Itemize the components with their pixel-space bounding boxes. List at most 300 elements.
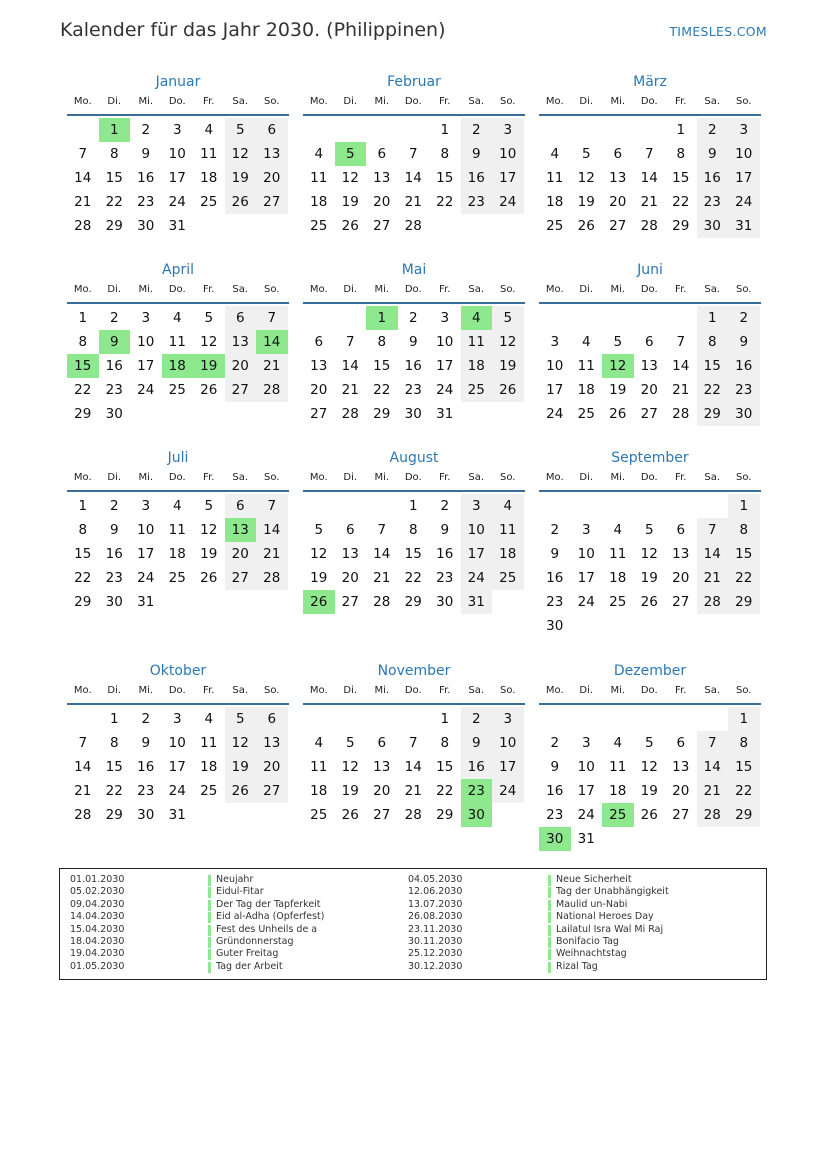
weekday-header xyxy=(539,685,761,701)
month-name: September xyxy=(611,450,689,466)
day-cell: 20 xyxy=(256,755,288,779)
weekday-label: Mi. xyxy=(138,284,154,295)
day-cell: 23 xyxy=(105,570,123,586)
day-cell: 24 xyxy=(577,594,595,610)
day-cell: 16 xyxy=(697,166,729,190)
holiday-marker xyxy=(548,887,551,898)
day-cell: 1 xyxy=(408,498,418,514)
day-cell: 12 xyxy=(310,546,328,562)
weekday-label: Mi. xyxy=(374,685,390,696)
day-cell: 28 xyxy=(672,406,690,422)
day-cell: 30 xyxy=(404,406,422,422)
day-cell: 22 xyxy=(697,378,729,402)
day-cell: 7 xyxy=(697,518,729,542)
weekday-label: Di. xyxy=(343,685,358,696)
weekday-label: Di. xyxy=(107,472,122,483)
day-cell: 28 xyxy=(74,807,92,823)
month-divider xyxy=(303,302,525,304)
weekday-header xyxy=(303,685,525,701)
weekday-label: Sa. xyxy=(468,472,485,483)
day-cell: 7 xyxy=(78,735,88,751)
month-divider xyxy=(539,114,761,116)
day-cell: 26 xyxy=(341,218,359,234)
day-cell: 10 xyxy=(492,731,524,755)
day-cell: 8 xyxy=(728,731,760,755)
weekday-label: Do. xyxy=(640,284,658,295)
day-cell: 10 xyxy=(577,546,595,562)
day-cell: 9 xyxy=(697,142,729,166)
day-cell: 3 xyxy=(581,522,591,538)
day-cell: 2 xyxy=(461,118,493,142)
holiday-marker xyxy=(208,875,211,886)
day-cell: 7 xyxy=(644,146,654,162)
day-cell: 11 xyxy=(310,759,328,775)
day-cell: 6 xyxy=(256,118,288,142)
weekday-label: Mo. xyxy=(73,284,92,295)
day-cell: 2 xyxy=(461,707,493,731)
day-cell: 8 xyxy=(408,522,418,538)
day-cell: 10 xyxy=(137,334,155,350)
day-cell: 26 xyxy=(492,378,524,402)
weekday-header xyxy=(67,284,289,300)
day-cell: 7 xyxy=(408,146,418,162)
day-cell: 15 xyxy=(105,170,123,186)
day-cell: 5 xyxy=(204,498,214,514)
weekday-label: Di. xyxy=(579,685,594,696)
holiday-marker xyxy=(548,937,551,948)
holiday-list xyxy=(59,868,767,980)
day-cell: 4 xyxy=(204,122,214,138)
day-cell: 5 xyxy=(644,522,654,538)
day-cell: 8 xyxy=(728,518,760,542)
day-cell: 16 xyxy=(137,759,155,775)
weekday-label: So. xyxy=(500,472,516,483)
day-cell: 22 xyxy=(404,570,422,586)
day-cell: 30 xyxy=(137,807,155,823)
holiday-day-cell: 26 xyxy=(303,590,335,614)
day-cell: 23 xyxy=(546,807,564,823)
day-cell: 1 xyxy=(676,122,686,138)
day-cell: 11 xyxy=(168,334,186,350)
day-cell: 4 xyxy=(550,146,560,162)
weekday-label: So. xyxy=(736,284,752,295)
holiday-date: 18.04.2030 xyxy=(70,936,125,947)
holiday-day-cell: 15 xyxy=(67,354,99,378)
holiday-day-cell: 1 xyxy=(366,306,398,330)
day-cell: 11 xyxy=(546,170,564,186)
holiday-marker xyxy=(208,900,211,911)
day-cell: 11 xyxy=(492,518,524,542)
day-cell: 25 xyxy=(577,406,595,422)
weekday-label: Mi. xyxy=(138,96,154,107)
day-cell: 5 xyxy=(225,707,257,731)
day-cell: 3 xyxy=(172,711,182,727)
day-cell: 29 xyxy=(697,402,729,426)
weekday-label: So. xyxy=(500,685,516,696)
weekday-header xyxy=(67,472,289,488)
day-cell: 27 xyxy=(373,807,391,823)
day-cell: 27 xyxy=(225,378,257,402)
weekday-label: Di. xyxy=(579,284,594,295)
weekday-label: Di. xyxy=(107,284,122,295)
day-cell: 27 xyxy=(341,594,359,610)
day-cell: 4 xyxy=(581,334,591,350)
day-cell: 11 xyxy=(200,146,218,162)
day-cell: 31 xyxy=(137,594,155,610)
day-cell: 19 xyxy=(310,570,328,586)
holiday-date: 30.12.2030 xyxy=(408,960,463,972)
day-cell: 17 xyxy=(168,170,186,186)
day-cell: 21 xyxy=(697,779,729,803)
month-name: August xyxy=(389,450,439,466)
weekday-label: Do. xyxy=(404,284,422,295)
day-cell: 20 xyxy=(310,382,328,398)
day-cell: 25 xyxy=(200,194,218,210)
day-cell: 20 xyxy=(341,570,359,586)
weekday-label: Sa. xyxy=(704,685,721,696)
weekday-label: Mo. xyxy=(545,472,564,483)
day-cell: 14 xyxy=(74,759,92,775)
day-cell: 10 xyxy=(436,334,454,350)
day-cell: 25 xyxy=(492,566,524,590)
day-cell: 6 xyxy=(676,522,686,538)
day-cell: 9 xyxy=(440,522,450,538)
day-cell: 24 xyxy=(492,190,524,214)
day-cell: 10 xyxy=(577,759,595,775)
day-cell: 27 xyxy=(256,190,288,214)
holiday-name: Fest des Unheils de a xyxy=(216,923,318,935)
holiday-day-cell: 13 xyxy=(225,518,257,542)
day-cell: 20 xyxy=(373,194,391,210)
holiday-date: 12.06.2030 xyxy=(408,886,463,898)
day-cell: 7 xyxy=(256,494,288,518)
day-cell: 22 xyxy=(74,570,92,586)
weekday-label: Do. xyxy=(640,685,658,696)
weekday-label: Mo. xyxy=(545,96,564,107)
holiday-marker xyxy=(208,887,211,898)
day-cell: 21 xyxy=(373,570,391,586)
weekday-label: So. xyxy=(264,685,280,696)
day-cell: 29 xyxy=(728,590,760,614)
day-cell: 10 xyxy=(168,146,186,162)
day-cell: 12 xyxy=(577,170,595,186)
weekday-label: Mo. xyxy=(309,472,328,483)
day-cell: 6 xyxy=(345,522,355,538)
day-cell: 22 xyxy=(672,194,690,210)
day-cell: 27 xyxy=(373,218,391,234)
day-cell: 29 xyxy=(404,594,422,610)
day-cell: 3 xyxy=(728,118,760,142)
weekday-label: Sa. xyxy=(468,96,485,107)
month-divider xyxy=(303,703,525,705)
day-cell: 30 xyxy=(137,218,155,234)
day-cell: 18 xyxy=(461,354,493,378)
holiday-name: National Heroes Day xyxy=(556,911,654,923)
day-cell: 15 xyxy=(728,755,760,779)
holiday-marker xyxy=(548,949,551,960)
day-cell: 4 xyxy=(492,494,524,518)
weekday-label: Fr. xyxy=(203,284,215,295)
day-cell: 19 xyxy=(492,354,524,378)
day-cell: 21 xyxy=(256,542,288,566)
day-cell: 24 xyxy=(492,779,524,803)
weekday-label: Fr. xyxy=(203,685,215,696)
day-cell: 9 xyxy=(461,731,493,755)
weekday-label: Sa. xyxy=(232,472,249,483)
holiday-name: Maulid un-Nabi xyxy=(556,898,628,910)
day-cell: 30 xyxy=(105,406,123,422)
day-cell: 12 xyxy=(200,334,218,350)
day-cell: 1 xyxy=(78,498,88,514)
month-name: Juli xyxy=(167,450,189,466)
holiday-date: 04.05.2030 xyxy=(408,874,463,885)
holiday-marker xyxy=(208,912,211,923)
holiday-day-cell: 12 xyxy=(602,354,634,378)
day-cell: 10 xyxy=(461,518,493,542)
month-name: Februar xyxy=(387,74,441,90)
day-cell: 8 xyxy=(440,735,450,751)
day-cell: 26 xyxy=(640,807,658,823)
holiday-marker xyxy=(548,962,551,973)
day-cell: 20 xyxy=(672,570,690,586)
holiday-day-cell: 9 xyxy=(99,330,131,354)
day-cell: 25 xyxy=(168,382,186,398)
month-divider xyxy=(539,302,761,304)
day-cell: 2 xyxy=(141,711,151,727)
day-cell: 30 xyxy=(105,594,123,610)
day-cell: 29 xyxy=(728,803,760,827)
day-cell: 31 xyxy=(168,807,186,823)
day-cell: 24 xyxy=(168,194,186,210)
day-cell: 6 xyxy=(676,735,686,751)
weekday-label: Mi. xyxy=(374,96,390,107)
day-cell: 13 xyxy=(672,546,690,562)
day-cell: 24 xyxy=(168,783,186,799)
day-cell: 3 xyxy=(440,310,450,326)
day-cell: 22 xyxy=(436,783,454,799)
weekday-header xyxy=(67,96,289,112)
day-cell: 3 xyxy=(461,494,493,518)
day-cell: 6 xyxy=(613,146,623,162)
weekday-label: Fr. xyxy=(675,284,687,295)
day-cell: 10 xyxy=(728,142,760,166)
day-cell: 17 xyxy=(461,542,493,566)
holiday-date: 14.04.2030 xyxy=(70,911,125,923)
day-cell: 24 xyxy=(577,807,595,823)
day-cell: 16 xyxy=(546,570,564,586)
day-cell: 14 xyxy=(256,518,288,542)
month-divider xyxy=(539,490,761,492)
day-cell: 19 xyxy=(200,546,218,562)
holiday-day-cell: 1 xyxy=(99,118,131,142)
weekday-label: Fr. xyxy=(439,472,451,483)
day-cell: 27 xyxy=(256,779,288,803)
weekday-label: Mo. xyxy=(309,96,328,107)
day-cell: 2 xyxy=(408,310,418,326)
day-cell: 13 xyxy=(609,170,627,186)
day-cell: 15 xyxy=(728,542,760,566)
day-cell: 3 xyxy=(581,735,591,751)
day-cell: 15 xyxy=(436,759,454,775)
holiday-name: Neujahr xyxy=(216,874,254,885)
day-cell: 14 xyxy=(672,358,690,374)
day-cell: 24 xyxy=(546,406,564,422)
day-cell: 9 xyxy=(550,759,560,775)
holiday-name: Rizal Tag xyxy=(556,960,598,972)
weekday-label: Di. xyxy=(343,96,358,107)
day-cell: 28 xyxy=(74,218,92,234)
weekday-label: Mi. xyxy=(138,685,154,696)
day-cell: 7 xyxy=(408,735,418,751)
day-cell: 3 xyxy=(141,310,151,326)
day-cell: 5 xyxy=(345,735,355,751)
weekday-label: Do. xyxy=(404,96,422,107)
day-cell: 7 xyxy=(697,731,729,755)
day-cell: 12 xyxy=(640,759,658,775)
month-name: Mai xyxy=(401,262,427,278)
day-cell: 23 xyxy=(461,190,493,214)
day-cell: 17 xyxy=(137,358,155,374)
weekday-header xyxy=(303,284,525,300)
weekday-label: So. xyxy=(500,96,516,107)
day-cell: 23 xyxy=(105,382,123,398)
holiday-day-cell: 18 xyxy=(162,354,194,378)
day-cell: 13 xyxy=(341,546,359,562)
day-cell: 10 xyxy=(168,735,186,751)
day-cell: 20 xyxy=(256,166,288,190)
holiday-day-cell: 19 xyxy=(193,354,225,378)
day-cell: 30 xyxy=(728,402,760,426)
day-cell: 21 xyxy=(256,354,288,378)
day-cell: 26 xyxy=(200,382,218,398)
weekday-label: So. xyxy=(500,284,516,295)
day-cell: 7 xyxy=(78,146,88,162)
day-cell: 11 xyxy=(609,759,627,775)
weekday-label: Fr. xyxy=(675,96,687,107)
holiday-name: Weihnachtstag xyxy=(556,948,627,960)
weekday-label: Mi. xyxy=(610,472,626,483)
day-cell: 29 xyxy=(74,406,92,422)
day-cell: 31 xyxy=(436,406,454,422)
day-cell: 14 xyxy=(373,546,391,562)
weekday-label: Sa. xyxy=(704,284,721,295)
day-cell: 9 xyxy=(461,142,493,166)
weekday-label: Fr. xyxy=(675,472,687,483)
day-cell: 12 xyxy=(225,142,257,166)
day-cell: 13 xyxy=(672,759,690,775)
day-cell: 15 xyxy=(74,546,92,562)
day-cell: 6 xyxy=(225,494,257,518)
day-cell: 9 xyxy=(141,735,151,751)
day-cell: 2 xyxy=(550,522,560,538)
weekday-label: Mo. xyxy=(309,284,328,295)
day-cell: 12 xyxy=(225,731,257,755)
holiday-day-cell: 30 xyxy=(461,803,493,827)
weekday-label: Mo. xyxy=(545,284,564,295)
weekday-label: Sa. xyxy=(232,96,249,107)
day-cell: 11 xyxy=(200,735,218,751)
holiday-marker xyxy=(548,912,551,923)
weekday-header xyxy=(303,472,525,488)
holiday-date: 26.08.2030 xyxy=(408,911,463,923)
day-cell: 7 xyxy=(256,306,288,330)
day-cell: 12 xyxy=(640,546,658,562)
month-divider xyxy=(67,114,289,116)
day-cell: 19 xyxy=(640,570,658,586)
day-cell: 3 xyxy=(550,334,560,350)
day-cell: 25 xyxy=(546,218,564,234)
day-cell: 13 xyxy=(310,358,328,374)
day-cell: 17 xyxy=(546,382,564,398)
day-cell: 24 xyxy=(137,382,155,398)
month-name: Oktober xyxy=(149,663,207,679)
day-cell: 31 xyxy=(577,831,595,847)
month-divider xyxy=(67,703,289,705)
day-cell: 9 xyxy=(408,334,418,350)
weekday-label: Sa. xyxy=(232,685,249,696)
day-cell: 21 xyxy=(697,566,729,590)
holiday-marker xyxy=(208,949,211,960)
month-name: März xyxy=(633,74,667,90)
day-cell: 1 xyxy=(109,711,119,727)
weekday-label: Sa. xyxy=(704,472,721,483)
day-cell: 29 xyxy=(373,406,391,422)
day-cell: 24 xyxy=(436,382,454,398)
day-cell: 29 xyxy=(436,807,454,823)
day-cell: 13 xyxy=(373,170,391,186)
day-cell: 25 xyxy=(609,594,627,610)
day-cell: 18 xyxy=(609,783,627,799)
day-cell: 17 xyxy=(137,546,155,562)
day-cell: 19 xyxy=(609,382,627,398)
day-cell: 7 xyxy=(345,334,355,350)
day-cell: 15 xyxy=(373,358,391,374)
holiday-date: 01.05.2030 xyxy=(70,960,125,972)
day-cell: 2 xyxy=(109,310,119,326)
day-cell: 18 xyxy=(200,759,218,775)
day-cell: 29 xyxy=(105,807,123,823)
brand-logo[interactable]: TIMESLES.COM xyxy=(669,24,767,39)
day-cell: 29 xyxy=(105,218,123,234)
day-cell: 20 xyxy=(609,194,627,210)
day-cell: 16 xyxy=(461,166,493,190)
day-cell: 8 xyxy=(78,522,88,538)
holiday-name: Tag der Unabhängigkeit xyxy=(556,886,669,898)
day-cell: 19 xyxy=(225,755,257,779)
day-cell: 21 xyxy=(404,783,422,799)
day-cell: 1 xyxy=(440,711,450,727)
day-cell: 31 xyxy=(168,218,186,234)
day-cell: 10 xyxy=(492,142,524,166)
day-cell: 13 xyxy=(373,759,391,775)
weekday-header xyxy=(67,685,289,701)
day-cell: 8 xyxy=(697,330,729,354)
weekday-label: Mi. xyxy=(610,685,626,696)
weekday-label: Fr. xyxy=(203,472,215,483)
day-cell: 23 xyxy=(436,570,454,586)
day-cell: 5 xyxy=(613,334,623,350)
day-cell: 1 xyxy=(728,494,760,518)
holiday-marker xyxy=(548,875,551,886)
day-cell: 18 xyxy=(546,194,564,210)
day-cell: 2 xyxy=(728,306,760,330)
day-cell: 29 xyxy=(74,594,92,610)
month-name: Juni xyxy=(637,262,663,278)
day-cell: 26 xyxy=(225,190,257,214)
day-cell: 27 xyxy=(640,406,658,422)
day-cell: 9 xyxy=(550,546,560,562)
day-cell: 23 xyxy=(728,378,760,402)
